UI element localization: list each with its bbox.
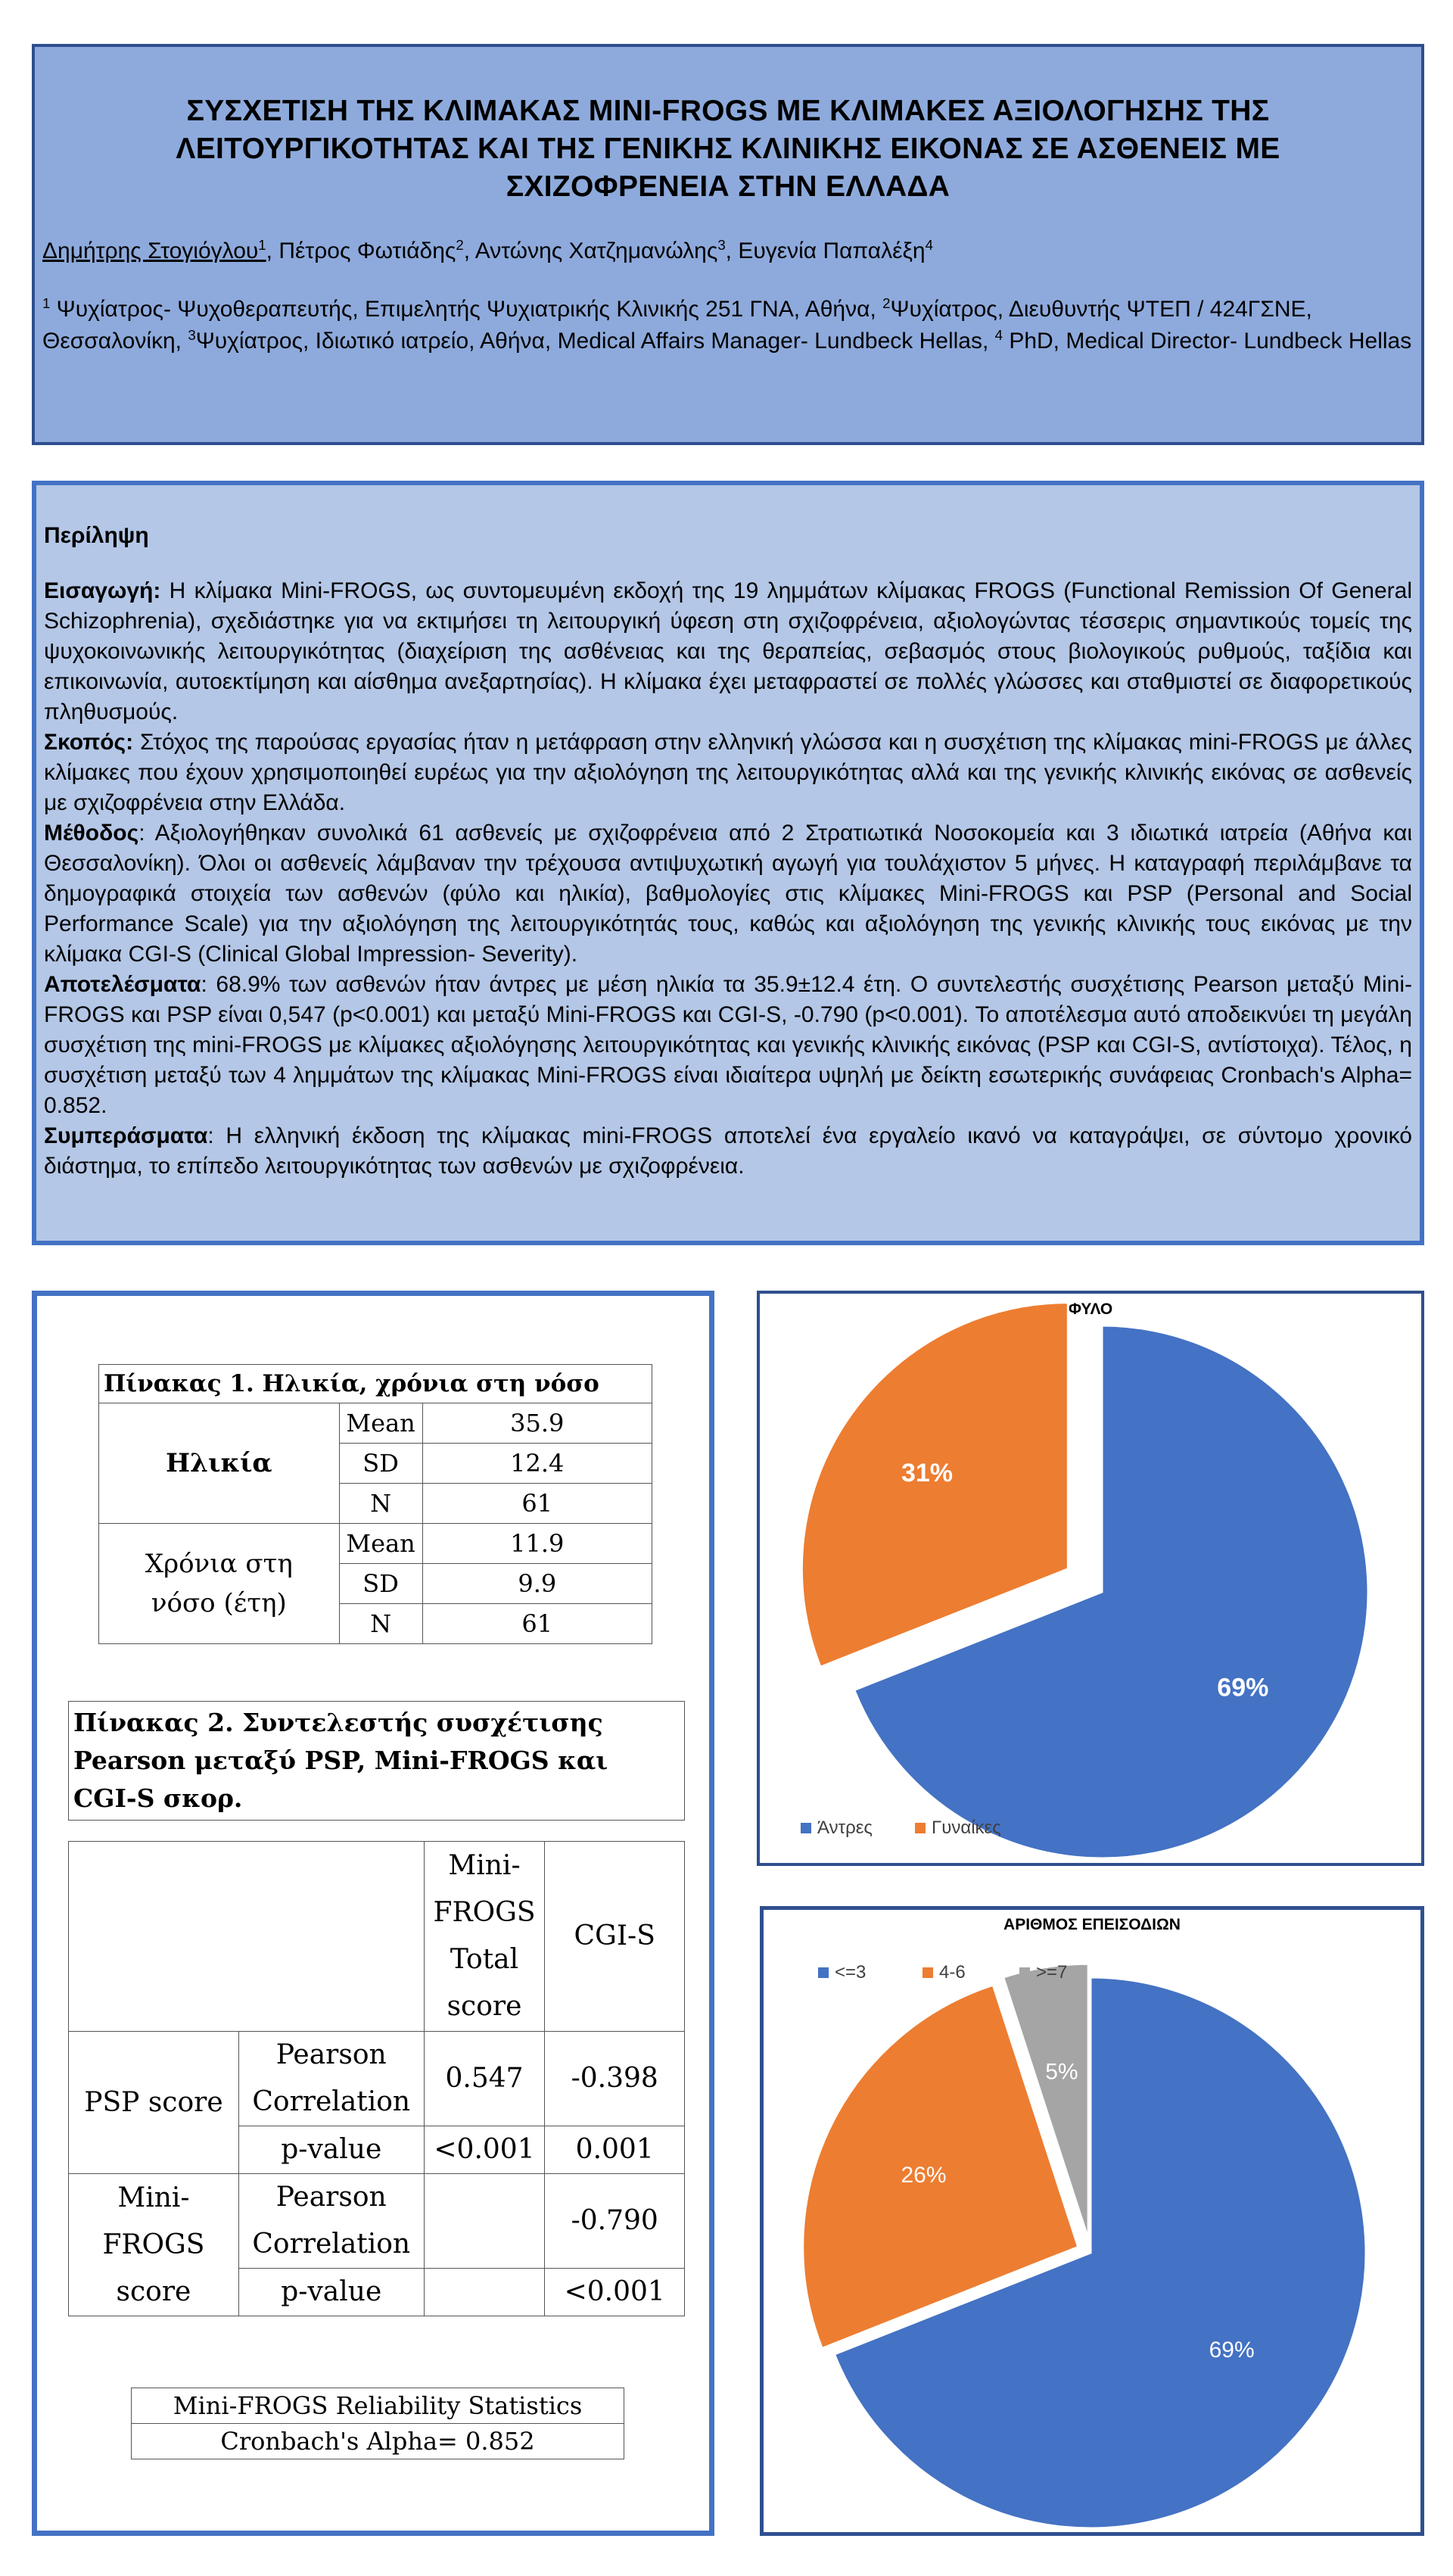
table-cell: 0.001 [545, 2126, 685, 2174]
table-cell: SD [339, 1444, 422, 1484]
poster-header [32, 44, 1424, 445]
table-cell: 61 [422, 1484, 652, 1524]
table-cell: SD [339, 1564, 422, 1604]
table-cell: <0.001 [545, 2269, 685, 2316]
table2-row-mini-frogs: Mini-FROGS score [69, 2174, 239, 2316]
legend-swatch-1 [801, 1823, 811, 1833]
episodes-pie-chart [764, 1910, 1420, 2532]
legend-label-1: Άντρες [817, 1818, 873, 1838]
table-cell: 11.9 [422, 1524, 652, 1564]
legend-swatch-3 [1019, 1967, 1030, 1978]
table2 [68, 1841, 685, 2316]
abstract-aim: Σκοπός: Στόχος της παρούσας εργασίας ήταν η μετάφραση στην ελληνική γλώσσα και η συσχέτιση της κλίμακας mini-FROGS με άλλες κλίμακες που έχουν χρησιμοποιηθεί ευρέως για την αξιολόγηση της λειτουργικότητας αλλά και της γενικής κλινικής εικόνας σε ασθενείς με σχιζοφρένεια στην Ελλάδα. [44, 730, 1412, 815]
table-cell: Mini-FROGS Reliability Statistics [132, 2388, 624, 2424]
abstract-results: Αποτελέσματα: 68.9% των ασθενών ήταν άντρες με μέση ηλικία τα 35.9±12.4 έτη. Ο συντελεστής συσχέτισης Pearson μεταξύ Mini-FROGS και PSP είναι 0,547 (p<0.001) και μεταξύ Mini-FROGS και CGI-S, -0.790 (p<0.001). Το αποτέλεσμα αυτό αποδεικνύει τη μεγάλη συσχέτιση της mini-FROGS με κλίμακες αξιολόγησης λειτουργικότητας και γενικής κλινικής εικόνας (PSP και CGI-S, αντίστοιχα). Τέλος, η συσχέτιση μεταξύ των 4 λημμάτων της κλίμακας Mini-FROGS είναι ιδιαίτερα υψηλή με δείκτη εσωτερικής συνάφειας Cronbach's Alpha= 0.852. [44, 972, 1412, 1118]
table2-col-cgi: CGI-S [545, 1842, 685, 2032]
table-row [132, 2424, 624, 2459]
table-cell: 12.4 [422, 1444, 652, 1484]
table2-title: Πίνακας 2. Συντελεστής συσχέτισης Pearson μεταξύ PSP, Mini-FROGS και CGI-S σκορ. [68, 1701, 685, 1821]
table-cell: Pearson Correlation [238, 2174, 424, 2269]
table-row [99, 1524, 652, 1564]
table-cell: Pearson Correlation [238, 2032, 424, 2126]
table-row [132, 2388, 624, 2424]
legend-swatch-1 [818, 1967, 829, 1978]
table-cell [424, 2269, 545, 2316]
gender-pie-chart [760, 1294, 1421, 1863]
table1-age-label: Ηλικία [99, 1403, 340, 1524]
table-cell: N [339, 1484, 422, 1524]
table-cell: 9.9 [422, 1564, 652, 1604]
legend-label-2: Γυναίκες [932, 1818, 1001, 1838]
legend-label-2: 4-6 [939, 1962, 966, 1983]
table-row [69, 1842, 685, 2032]
table-cell: N [339, 1604, 422, 1644]
table-row [69, 2174, 685, 2269]
chart-episodes [760, 1906, 1424, 2536]
legend-label-1: <=3 [835, 1962, 867, 1983]
table-cell: 35.9 [422, 1403, 652, 1444]
affiliations: $^1$ Ψυχίατρος- Ψυχοθεραπευτής, Επιμελητής Ψυχιατρικής Κλινικής 251 ΓΝΑ, Αθήνα, $^2$Ψυχίατρος, Διευθυντής ΨΤΕΠ / 424ΓΣΝΕ, Θεσσαλονίκη, $^3$Ψυχίατρος, Ιδιωτικό ιατρείο, Αθήνα, Medical Affairs Manager- Lundbeck Hellas, $^4$ PhD, Medical Director- Lundbeck Hellas [42, 295, 1412, 354]
legend-swatch-2 [915, 1823, 926, 1833]
chart-gender [757, 1291, 1424, 1866]
legend-label-3: >=7 [1036, 1962, 1068, 1983]
table2-col-mini-frogs: Mini-FROGS Total score [424, 1842, 545, 2032]
slice-label-1: 69% [1209, 2337, 1255, 2363]
author-1: Δημήτρης Στογιόγλου$^1$ [42, 237, 266, 263]
table-cell: p-value [238, 2269, 424, 2316]
table-cell: Mean [339, 1403, 422, 1444]
table1 [98, 1403, 652, 1644]
table-cell: -0.398 [545, 2032, 685, 2126]
abstract-heading: Περίληψη [44, 523, 149, 548]
table-cell: -0.790 [545, 2174, 685, 2269]
author-list: Δημήτρης Στογιόγλου$^1$, Πέτρος Φωτιάδης$^2$, Αντώνης Χατζημανώλης$^3$, Ευγενία Παπαλέξη$^4$ [42, 237, 933, 263]
table-cell: <0.001 [424, 2126, 545, 2174]
abstract-conclusions: Συμπεράσματα: Η ελληνική έκδοση της κλίμακας mini-FROGS αποτελεί ένα εργαλείο ικανό να καταγράψει, σε σύντομο χρονικό διάστημα, το επίπεδο λειτουργικότητας των ασθενών με σχιζοφρένεια. [44, 1123, 1412, 1179]
table-cell: 61 [422, 1604, 652, 1644]
table2-row-psp: PSP score [69, 2032, 239, 2174]
abstract-method: Μέθοδος: Αξιολογήθηκαν συνολικά 61 ασθενείς με σχιζοφρένεια από 2 Στρατιωτικά Νοσοκομεία και 3 ιδιωτικά ιατρεία (Αθήνα και Θεσσαλονίκη). Όλοι οι ασθενείς λάμβαναν την τρέχουσα αντιψυχωτική αγωγή για τουλάχιστον 5 μήνες. Η καταγραφή περιλάμβανε τα δημογραφικά στοιχεία των ασθενών (φύλο και ηλικία), βαθμολογίες στις κλίμακες Mini-FROGS και PSP (Personal and Social Performance Scale) για την αξιολόγηση της λειτουργικότητάς τους, καθώς και αξιολόγηση της γενικής κλινικής τους εικόνας με την κλίμακα CGI-S (Clinical Global Impression- Severity). [44, 821, 1412, 967]
slice-label-2: 26% [901, 2163, 947, 2188]
table-cell: 0.547 [424, 2032, 545, 2126]
table-row [99, 1403, 652, 1444]
chart-title: ΦΥΛΟ [1068, 1300, 1113, 1318]
abstract-panel [32, 481, 1424, 1245]
author-3: Αντώνης Χατζημανώλης$^3$ [474, 237, 726, 263]
table-cell [424, 2174, 545, 2269]
tables-panel [32, 1291, 714, 2536]
table-cell: Cronbach's Alpha= 0.852 [132, 2424, 624, 2459]
author-4: Ευγενία Παπαλέξη$^4$ [738, 237, 933, 263]
table-cell: p-value [238, 2126, 424, 2174]
table1-title: Πίνακας 1. Ηλικία, χρόνια στη νόσο [98, 1364, 652, 1403]
slice-label-1: 69% [1217, 1673, 1269, 1702]
table-cell [69, 1842, 425, 2032]
author-2: Πέτρος Φωτιάδης$^2$ [278, 237, 464, 263]
slice-label-2: 31% [901, 1459, 954, 1488]
table-cell: Mean [339, 1524, 422, 1564]
abstract-introduction: Εισαγωγή: Η κλίμακα Mini-FROGS, ως συντομευμένη εκδοχή της 19 λημμάτων κλίμακας FROGS (Functional Remission Of General Schizophrenia), σχεδιάστηκε για να εκτιμήσει τη λειτουργική ύφεση στη σχιζοφρένεια, αξιολογώντας τέσσερις σημαντικούς τομείς της ψυχοκοινωνικής λειτουργικότητας (διαχείριση της ασθένειας και της θεραπείας, σεβασμός στους βιολογικούς ρυθμούς, ταξίδια και επικοινωνία, αυτοεκτίμηση και αίσθημα ανεξαρτησίας). Η κλίμακα έχει μεταφραστεί σε πολλές γλώσσες και σταθμιστεί σε διαφορετικούς πληθυσμούς. [44, 578, 1412, 724]
slice-label-3: 5% [1045, 2059, 1078, 2085]
table-row [69, 2032, 685, 2126]
poster-title: ΣΥΣΧΕΤΙΣΗ ΤΗΣ ΚΛΙΜΑΚΑΣ MINI-FROGS ΜΕ ΚΛΙΜΑΚΕΣ ΑΞΙΟΛΟΓΗΣΗΣ ΤΗΣ ΛΕΙΤΟΥΡΓΙΚΟΤΗΤΑΣ ΚΑΙ ΤΗΣ ΓΕΝΙΚΗΣ ΚΛΙΝΙΚΗΣ ΕΙΚΟΝΑΣ ΣΕ ΑΣΘΕΝΕΙΣ ΜΕ ΣΧΙΖΟΦΡΕΝΕΙΑ ΣΤΗΝ ΕΛΛΑΔΑ [176, 95, 1280, 203]
chart-title: ΑΡΙΘΜΟΣ ΕΠΕΙΣΟΔΙΩΝ [1003, 1916, 1181, 1933]
legend-swatch-2 [923, 1967, 933, 1978]
table3-reliability [131, 2388, 624, 2459]
table1-years-label: Χρόνια στη νόσο (έτη) [99, 1524, 340, 1644]
